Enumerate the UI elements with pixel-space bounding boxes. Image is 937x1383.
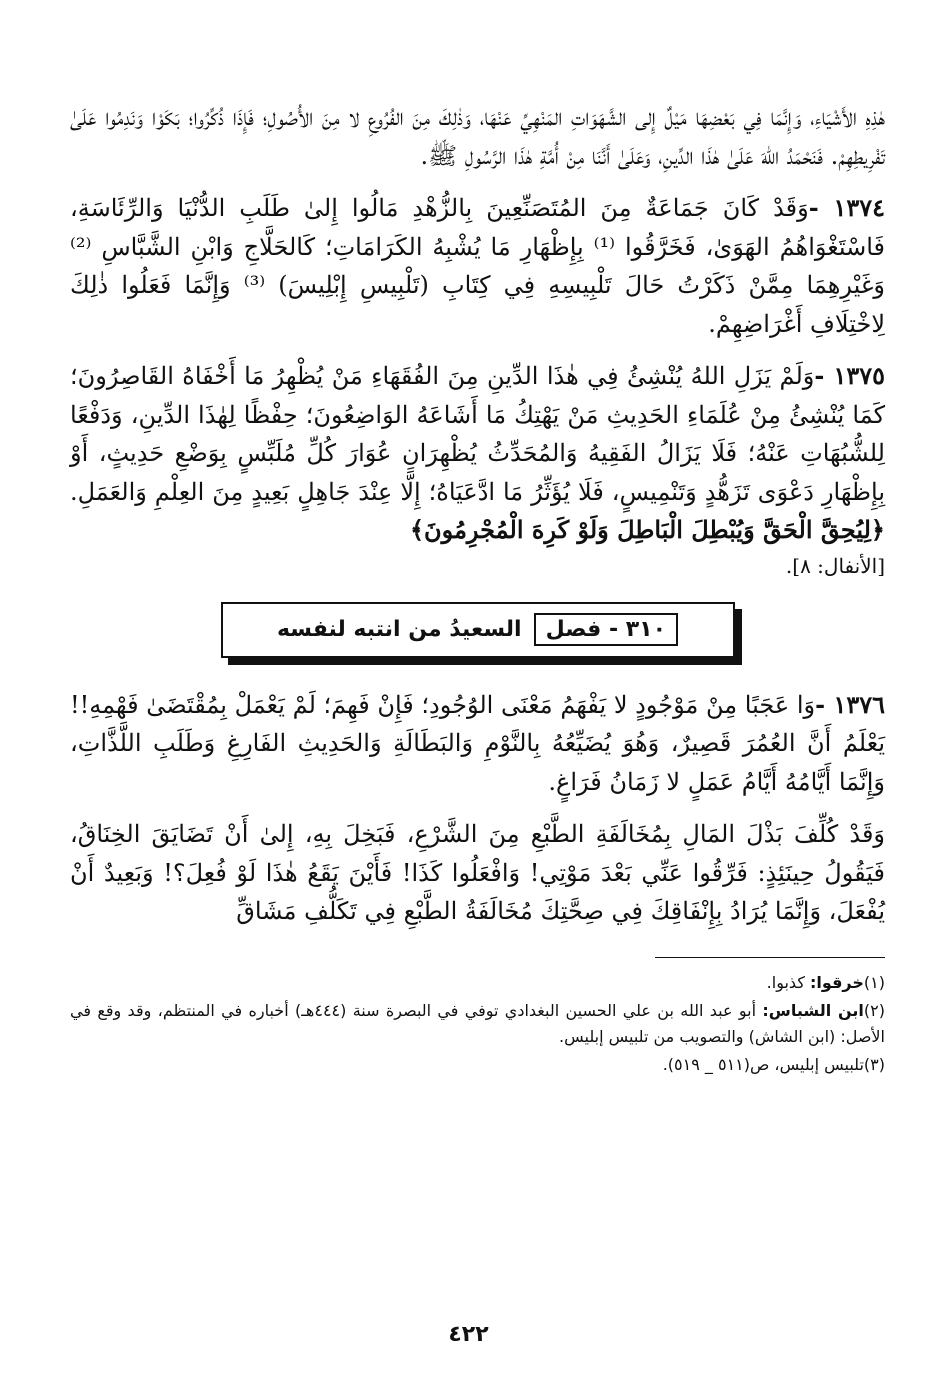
quran-reference: [الأنفال: ٨].: [785, 553, 885, 578]
footnote-term: ابن الشباس:: [762, 1000, 864, 1020]
paragraph-1374: [70, 189, 885, 343]
footnote-2: [70, 998, 885, 1050]
footnote-divider: [655, 957, 885, 958]
footnote-marker: (٢): [863, 1000, 886, 1020]
paragraph: [70, 815, 885, 931]
paragraph-1375: [70, 357, 885, 550]
paragraph-number: ١٣٧٦ -: [815, 689, 885, 719]
footnote-1: [70, 970, 885, 996]
section-title: السعيدُ من انتبه لنفسه: [276, 617, 522, 642]
paragraph-number: ١٣٧٥ -: [814, 361, 885, 390]
quran-verse: ﴿لِيُحِقَّ الْحَقَّ وَيُبْطِلَ الْبَاطِلَ وَلَوْ كَرِهَ الْمُجْرِمُونَ﴾: [409, 515, 885, 544]
paragraph-number: ١٣٧٤ -: [808, 193, 885, 222]
paragraph-text: هٰذِهِ الأَشْيَاءِ، وَإِنَّمَا فِي بَعْضِهَا مَيْلٌ إِلى الشَّهَوَاتِ المَنْهِيِّ عَنْهَا، وَذٰلِكَ مِنَ الفُرُوعِ لا مِنَ الأُصُولِ؛ فَإِذَا ذُكِّرُوا؛ بَكَوْا وَنَدِمُوا عَلَىٰ تَفْرِيطِهِمْ. فَنَحْمَدُ اللهَ عَلَىٰ هٰذَا الدِّينِ، وَعَلَىٰ أَنَّنَا مِنْ أُمَّةِ هٰذَا الرَّسُولِ ﷺ.: [70, 103, 885, 170]
section-label: ٣١٠ - فصل: [534, 613, 678, 646]
paragraph-1376: [70, 686, 885, 802]
page-number: ٤٢٢: [448, 1322, 489, 1347]
paragraph: [70, 98, 885, 175]
footnote-text: أبو عبد الله بن علي الحسين البغدادي توفي في البصرة سنة (٤٤٤هـ) أخباره في المنتظم، وقد وقع في الأصل: (ابن الشاش) والتصويب من تلبيس إبليس.: [70, 1000, 885, 1046]
footnote-marker: (٣): [863, 1054, 885, 1074]
footnote-3: [70, 1052, 885, 1078]
footnote-text: تلبيس إبليس، ص(٥١١ _ ٥١٩).: [662, 1054, 864, 1074]
paragraph-text: وَقَدْ كُلِّفَ بَذْلَ المَالِ بِمُخَالَفَةِ الطَّبْعِ مِنَ الشَّرْعِ، فَبَخِلَ بِهِ، إِلىٰ أَنْ تَضَايَقَ الخِنَاقُ، فَيَقُولُ حِينَئِذٍ: فَرِّقُوا عَنِّي بَعْدَ مَوْتِي! وَافْعَلُوا كَذَا! فَأَيْنَ يَقَعُ هٰذَا لَوْ فُعِلَ؟! وَبَعِيدٌ أَنْ يُفْعَلَ، وَإِنَّمَا يُرَادُ بِإِنْفَاقِكَ فِي صِحَّتِكَ مُخَالَفَةُ الطَّبْعِ فِي تَكَلُّفِ مَشَاقِّ: [70, 820, 885, 925]
page-body: [70, 98, 885, 1383]
footnote-marker: (١): [863, 972, 885, 992]
footnote-term: خرقوا:: [810, 972, 864, 992]
section-heading: [221, 602, 735, 658]
paragraph-text: وَا عَجَبًا مِنْ مَوْجُودٍ لا يَفْهَمُ مَعْنَى الوُجُودِ؛ فَإِنْ فَهِمَ؛ لَمْ يَعْمَلْ بِمُقْتَضَىٰ فَهْمِهِ!! يَعْلَمُ أَنَّ العُمُرَ قَصِيرٌ، وَهُوَ يُضَيِّعُهُ بِالنَّوْمِ وَالبَطَالَةِ وَالحَدِيثِ الفَارِغِ وَطَلَبِ اللَّذَّاتِ، وَإِنَّمَا أَيَّامُهُ أَيَّامُ عَمَلٍ لا زَمَانُ فَرَاغٍ.: [70, 690, 885, 796]
footnote-text: كذبوا.: [766, 972, 811, 992]
section-heading-content: [277, 613, 678, 646]
paragraph-text: وَقَدْ كَانَ جَمَاعَةٌ مِنَ المُتَصَنِّعِينَ بِالزُّهْدِ مَالُوا إِلىٰ طَلَبِ الدُّنْيَا وَالرِّئَاسَةِ، فَاسْتَغْوَاهُمُ الهَوَىٰ، فَخَرَّقُوا ⁽¹⁾ بِإِظْهَارِ مَا يُشْبِهُ الكَرَامَاتِ؛ كَالحَلَّاجِ وَابْنِ الشَّبَّاسِ ⁽²⁾ وَغَيْرِهِمَا مِمَّنْ ذَكَرْتُ حَالَ تَلْبِيسِهِ فِي كِتَابِ (تَلْبِيسِ إِبْلِيسَ) ⁽³⁾ وَإِنَّمَا فَعَلُوا ذٰلِكَ لِاخْتِلَافِ أَغْرَاضِهِمْ.: [70, 194, 886, 338]
paragraph-text: وَلَمْ يَزَلِ اللهُ يُنْشِئُ فِي هٰذَا الدِّينِ مِنَ الفُقَهَاءِ مَنْ يُظْهِرُ مَا أَخْفَاهُ القَاصِرُونَ؛ كَمَا يُنْشِئُ مِنْ عُلَمَاءِ الحَدِيثِ مَنْ يَهْتِكُ مَا أَشَاعَهُ الوَاضِعُونَ؛ حِفْظًا لِهٰذَا الدِّينِ، وَدَفْعًا لِلشُّبُهَاتِ عَنْهُ؛ فَلَا يَزَالُ الفَقِيهُ وَالمُحَدِّثُ يُظْهِرَانِ عُوَارَ كُلِّ مُلَبِّسٍ بِوَضْعِ حَدِيثٍ، أَوْ بِإِظْهَارِ دَعْوَى تَزَهُّدٍ وَتَنْمِيسٍ، فَلَا يُؤَثِّرُ مَا ادَّعَيَاهُ؛ إِلَّا عِنْدَ جَاهِلٍ بَعِيدٍ مِنَ العِلْمِ وَالعَمَلِ.: [70, 362, 885, 506]
footnotes: [70, 970, 885, 1078]
